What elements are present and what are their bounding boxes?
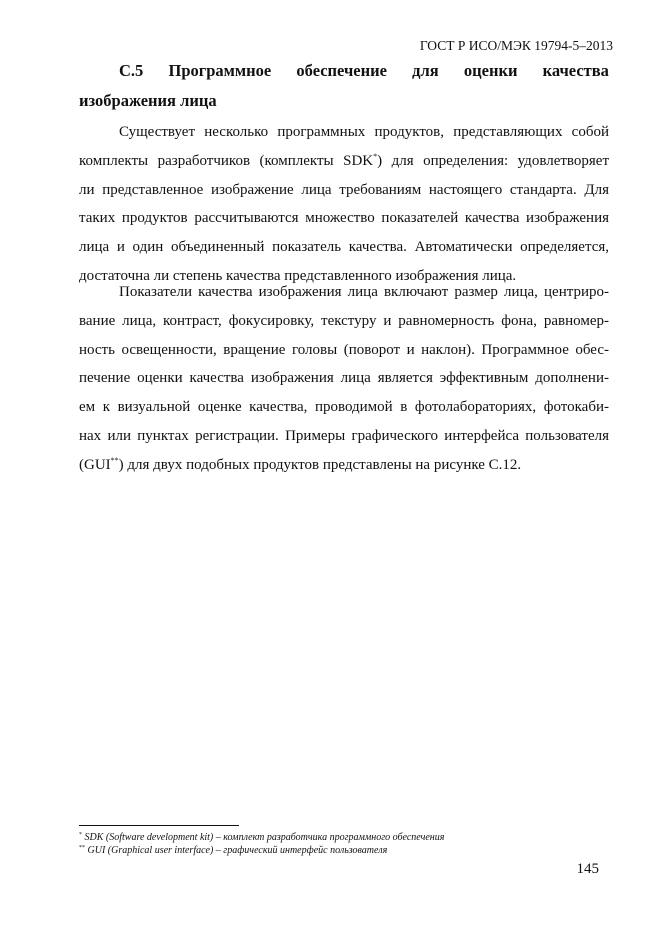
text-line: ли представленное изображение лица требованиям настоящего стандарта. Для [79,181,609,198]
paragraph-quality-metrics [79,278,609,480]
footnote-ref-1: * [373,151,378,161]
footnote-mark: ** [79,845,85,851]
text-line: таких продуктов рассчитываются множество показателей качества изображения [79,210,609,227]
document-header: ГОСТ Р ИСО/МЭК 19794-5–2013 [419,38,613,53]
section-title-line-1 [79,56,609,86]
text-line: ность освещенности, вращение головы (поворот и наклон). Программное обес- [79,341,609,358]
text-line: достаточна ли степень качества представленного изображения лица. [79,267,517,284]
footnote-text: SDK (Software development kit) – комплект разработчика программного обеспечения [82,832,445,843]
text-line [79,451,609,480]
footnote-ref-2: ** [110,455,119,465]
footnote-gui [79,844,444,857]
text-fragment: (GUI [79,456,111,473]
text-line [79,147,609,176]
section-title-line-2: изображения лица [79,91,217,110]
title-word: для [412,61,439,80]
text-fragment: ) для двух подобных продуктов представлены на рисунке С.12. [118,456,522,473]
text-line: вание лица, контраст, фокусировку, текстуру и равномерность фона, равномер- [79,312,609,329]
footnote-separator [79,825,239,826]
section-title [79,56,609,116]
text-line: Показатели качества изображения лица включают размер лица, центриро- [119,284,609,300]
text-line: лица и один объединенный показатель качества. Автоматически определяется, [79,239,609,256]
footnote-mark: * [79,832,82,838]
text-fragment: ) для определения: удовлетворяет [377,152,609,169]
title-word: оценки [463,61,518,80]
title-word: качества [542,61,609,80]
page-number: 145 [576,861,599,877]
section-number: С.5 [119,61,144,80]
text-line: печение оценки качества изображения лица является эффективным дополнени- [79,370,609,387]
text-line: Существует несколько программных продуктов, представляющих собой [119,124,609,140]
text-fragment: комплекты разработчиков (комплекты SDK [79,152,374,169]
title-word: обеспечение [296,61,387,80]
paragraph-sdk [79,118,609,291]
title-word: Программное [168,61,272,80]
footnote-text: GUI (Graphical user interface) – графический интерфейс пользователя [85,845,388,856]
footnote-sdk [79,831,444,844]
text-line: нах или пунктах регистрации. Примеры графического интерфейса пользователя [79,427,609,444]
text-line: ем к визуальной оценке качества, проводимой в фотолабораториях, фотокаби- [79,399,609,416]
footnotes [79,831,444,857]
